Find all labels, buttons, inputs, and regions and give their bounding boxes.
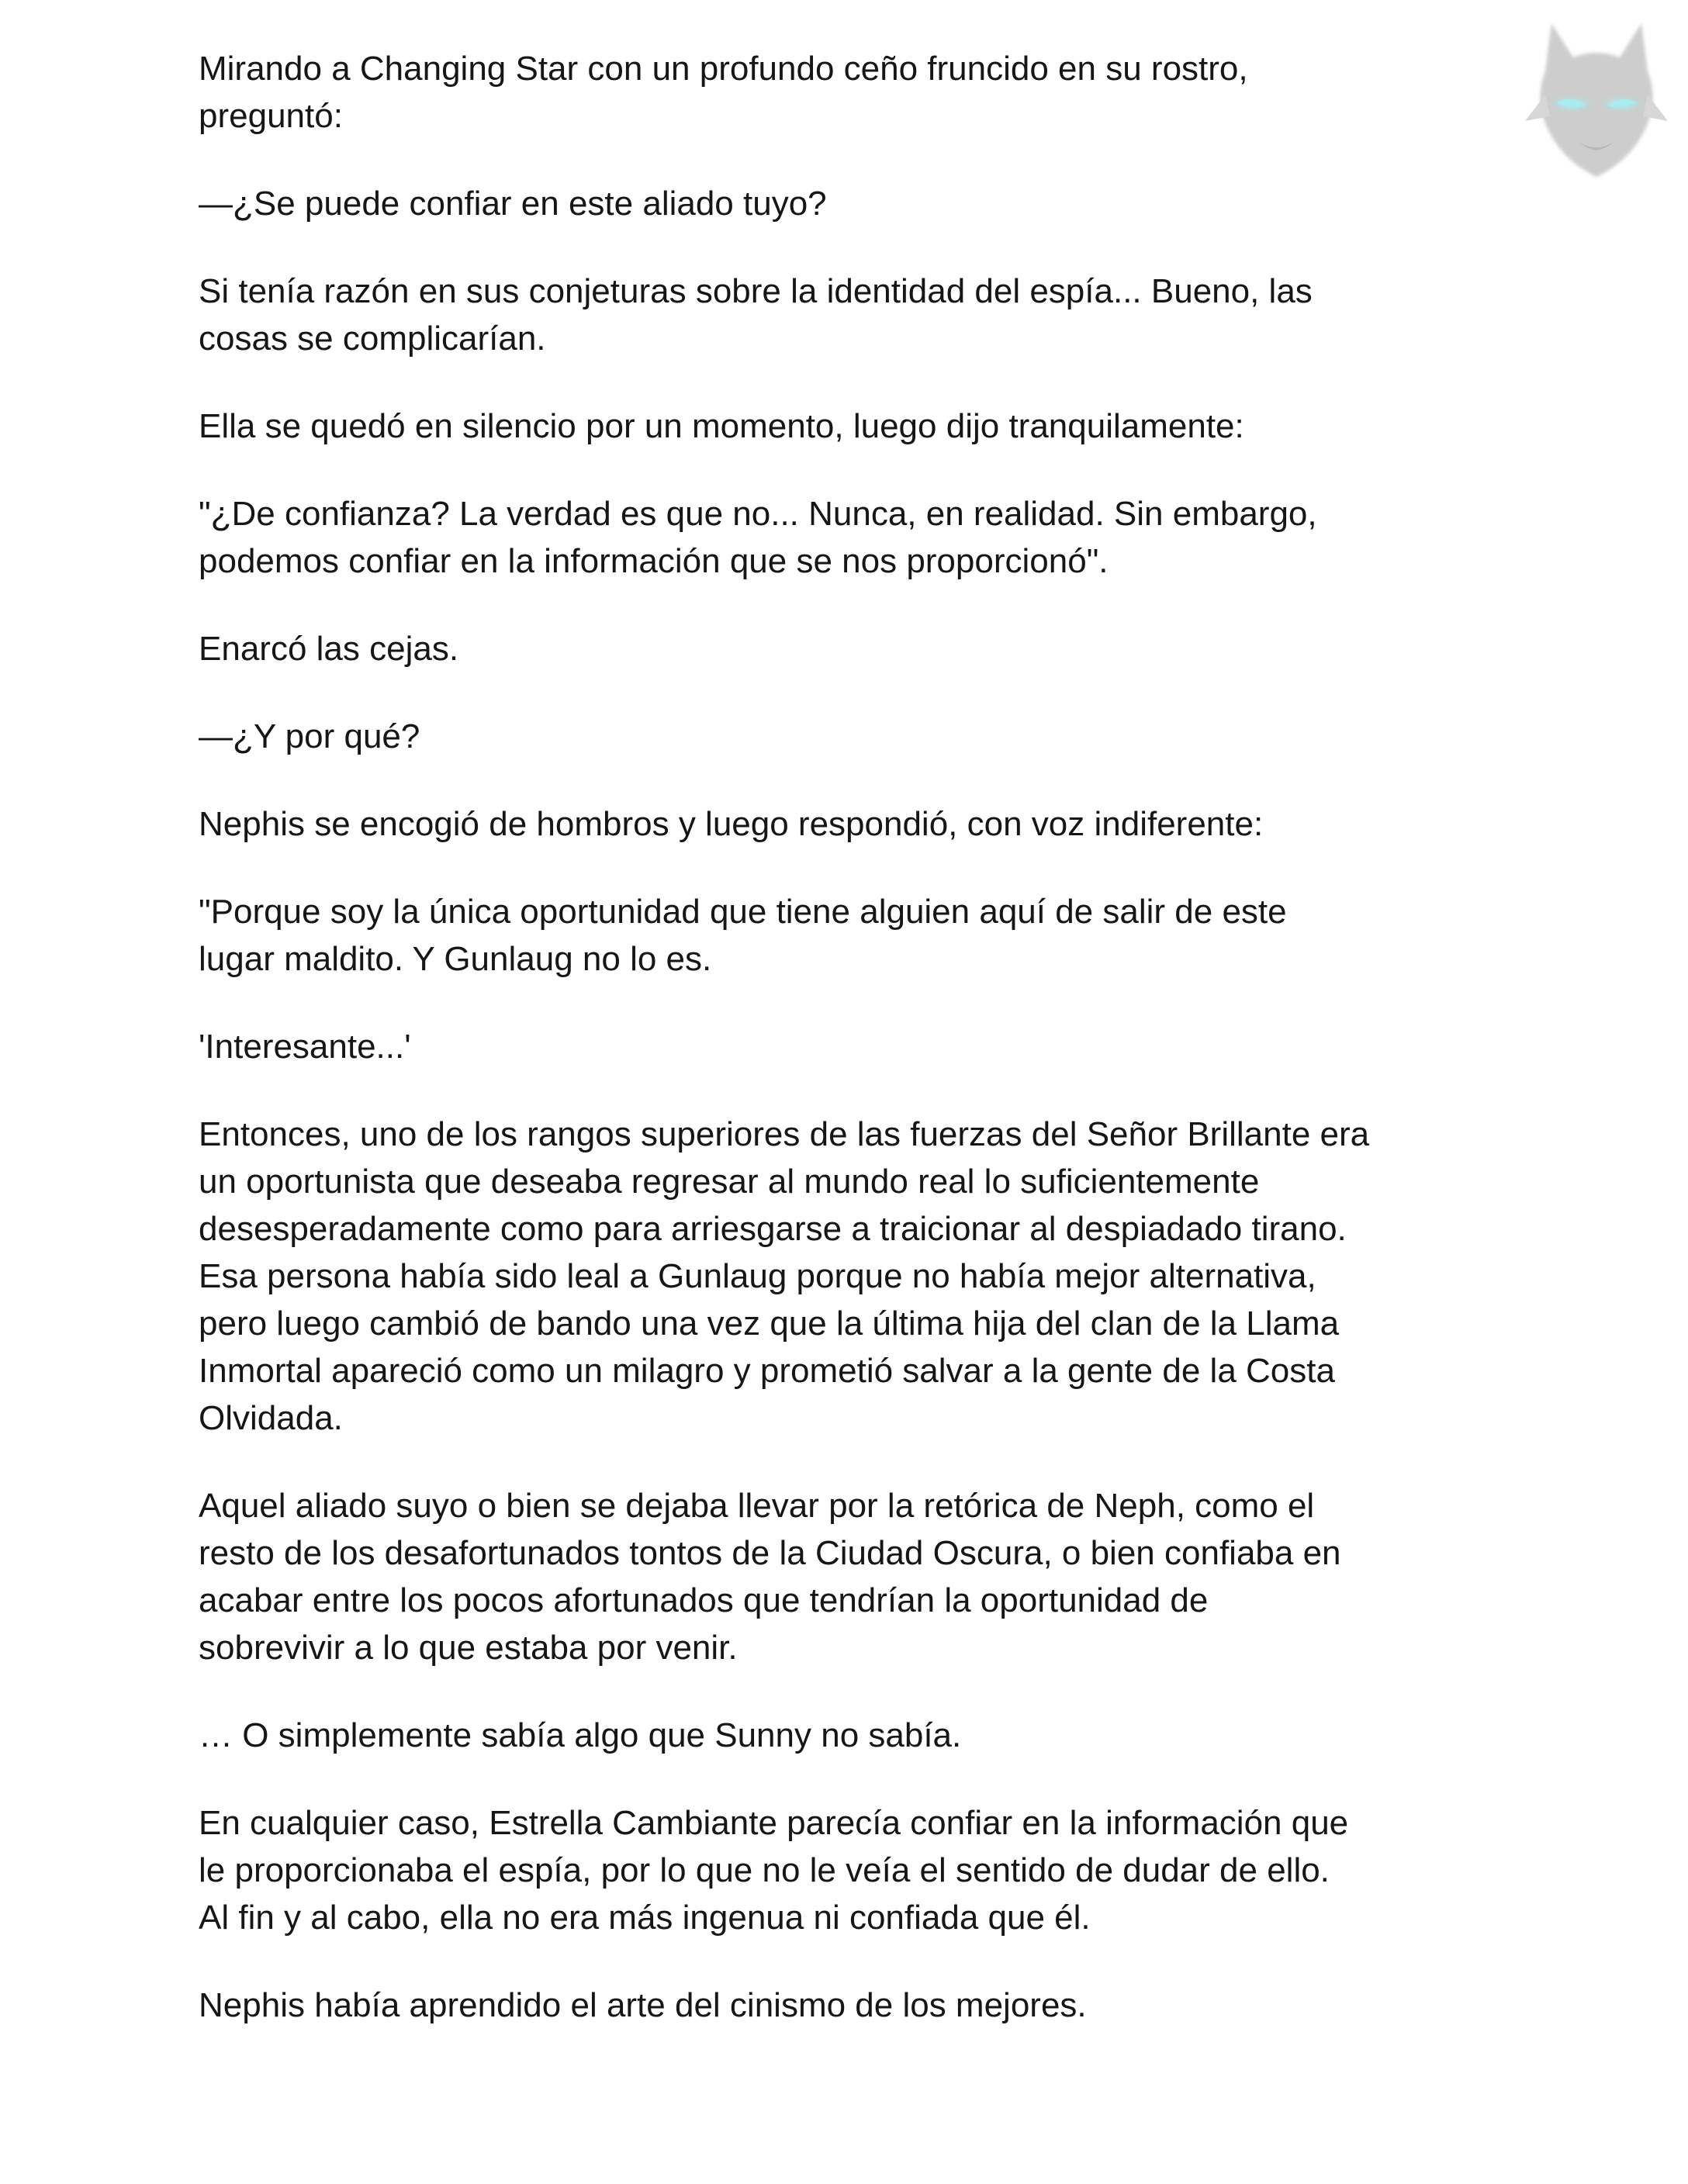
document-body xyxy=(199,45,1486,2069)
paragraph: Aquel aliado suyo o bien se dejaba llevar por la retórica de Neph, como el resto de los desafortunados tontos de la Ciudad Oscura, o bien confiaba en acabar entre los pocos afortunados que tendrían la oportunidad de sobrevivir a lo que estaba por venir. xyxy=(199,1487,1341,1667)
demon-head-icon xyxy=(1519,17,1674,188)
paragraph: Entonces, uno de los rangos superiores de las fuerzas del Señor Brillante era un oportunista que deseaba regresar al mundo real lo suficientemente desesperadamente como para arriesgarse a traicionar al despiadado tirano. Esa persona había sido leal a Gunlaug porque no había mejor alternativa, pero luego cambió de bando una vez que la última hija del clan de la Llama Inmortal apareció como un milagro y prometió salvar a la gente de la Costa Olvidada. xyxy=(199,1115,1370,1437)
paragraph: … O simplemente sabía algo que Sunny no sabía. xyxy=(199,1716,962,1754)
paragraph: 'Interesante...' xyxy=(199,1028,411,1066)
paragraph: "Porque soy la única oportunidad que tiene alguien aquí de salir de este lugar maldito. Y Gunlaug no lo es. xyxy=(199,893,1287,978)
paragraph: Ella se quedó en silencio por un momento, luego dijo tranquilamente: xyxy=(199,407,1244,445)
paragraph: "¿De confianza? La verdad es que no... Nunca, en realidad. Sin embargo, podemos confiar en la información que se nos proporcionó". xyxy=(199,495,1317,580)
paragraph: En cualquier caso, Estrella Cambiante parecía confiar en la información que le proporcionaba el espía, por lo que no le veía el sentido de dudar de ello. Al fin y al cabo, ella no era más ingenua ni confiada que él. xyxy=(199,1804,1349,1937)
paragraph: Nephis había aprendido el arte del cinismo de los mejores. xyxy=(199,1986,1087,2024)
paragraph: —¿Se puede confiar en este aliado tuyo? xyxy=(199,185,827,223)
paragraph: Si tenía razón en sus conjeturas sobre la identidad del espía... Bueno, las cosas se complicarían. xyxy=(199,272,1313,358)
paragraph: Mirando a Changing Star con un profundo ceño fruncido en su rostro, preguntó: xyxy=(199,50,1248,135)
paragraph: —¿Y por qué? xyxy=(199,717,420,755)
paragraph: Enarcó las cejas. xyxy=(199,630,459,668)
paragraph: Nephis se encogió de hombros y luego respondió, con voz indiferente: xyxy=(199,805,1264,843)
